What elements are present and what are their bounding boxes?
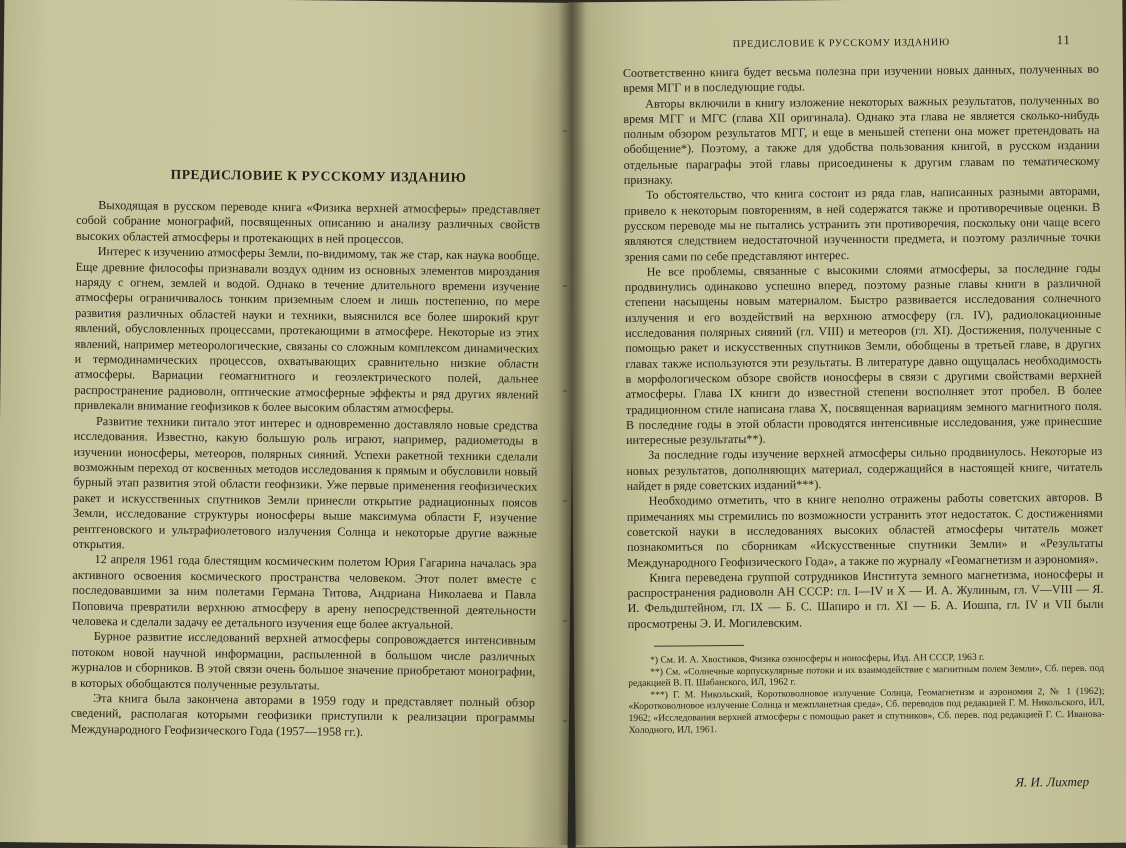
paragraph: То обстоятельство, что книга состоит из ряда глав, написанных разными авторами, привело к некоторым повторениям, в ней содержатся также и противоречивые оценки. В русском переводе мы не пытались устранить эти противоречия, поскольку они чаще всего являются следствием недостаточной изученности предмета, и поэтому различные точки зрения сами по себе представляют интерес.: [624, 184, 1101, 264]
right-page: [568, 0, 1126, 847]
footnote: ***) Г. М. Никольский, Коротковолновое излучение Солнца, Геомагнетизм и аэрономия 2, № 1 (1962); «Коротковолновое излучение Солнца и межпланетная среда», Сб. переводов под редакцией Г. М. Никольского, ИЛ, 1962; «Исследования верхней атмосферы с помощью ракет и спутников», Сб. перев. под редакцией Г. С. Иванова-Холодного, ИЛ, 1961.: [628, 685, 1105, 736]
paragraph: Необходимо отметить, что в книге неполно отражены работы советских авторов. В примечаниях мы стремились по возможности устранить этот недостаток. С достижениями советской науки в исследованиях высоких областей атмосферы читатель может познакомиться по сборникам «Искусственные спутники Земли» и «Результаты Международного Геофизического Года», а также по журналу «Геомагнетизм и аэрономия».: [626, 490, 1104, 570]
page-number: 11: [1056, 32, 1071, 48]
footnote: **) См. «Солнечные корпускулярные потоки и их взаимодействие с магнитным полем Земли», Сб. перев. под редакцией В. П. Шабанского, ИЛ, 1962 г.: [628, 662, 1105, 690]
running-head: [623, 32, 1099, 56]
paragraph: Эта книга была закончена авторами в 1959 году и представляет полный обзор сведений, располагая которыми геофизики приступили к реализации программы Международного Геофизического Года (1957—1958 гг.).: [70, 690, 536, 739]
paragraph: Соответственно книга будет весьма полезна при изучении новых данных, полученных во время МГГ и в последующие годы.: [622, 61, 1099, 96]
paragraph: Развитие техники питало этот интерес и одновременно доставляло новые средства исследования. Известно, какую большую роль играют, например, радиометоды в изучении ионосферы, метеоров, полярных сияний. Успехи ракетной техники сделали возможным переход от косвенных методов исследования к прямым и обусловили новый бурный этап развития этой области геофизики. Уже первые применения геофизических ракет и искусственных спутников Земли принесли открытие радиационных поясов Земли, исследование структуры ионосферы выше максимума области F, изучение рентгеновского и ультрафиолетового излучения Солнца и некоторые другие важные открытия.: [72, 413, 539, 552]
footnotes: [628, 651, 1105, 736]
paragraph: 12 апреля 1961 года блестящим космическим полетом Юрия Гагарина началась эра активного освоения космического пространства человеком. Этот полет вместе с последовавшими за ним полетами Германа Титова, Андриана Николаева и Павла Поповича превратили верхнюю атмосферу в арену непосредственной деятельности человека и сделали задачу ее детального изучения еще более актуальной.: [71, 552, 537, 632]
signature: Я. И. Лихтер: [1015, 773, 1090, 790]
paragraph: За последние годы изучение верхней атмосферы сильно продвинулось. Некоторые из новых результатов, дополняющих материал, содержащийся в настоящей книге, читатель найдет в ряде советских изданий***).: [626, 444, 1103, 493]
paragraph: Интерес к изучению атмосферы Земли, по-видимому, так же стар, как наука вообще. Еще древние философы признавали воздух одним из основных элементов мироздания наряду с огнем, землей и водой. Однако в течение длительного времени изучение атмосферы ограничивалось тонким приземным слоем и лишь постепенно, по мере развития различных областей науки и техники, выяснился все более широкий круг явлений, обусловленных процессами, протекающими в атмосфере. Некоторые из этих явлений, например метеорологические, связаны со сложным комплексом динамических и термодинамических процессов, охватывающих сравнительно низкие области атмосферы. Вариации геомагнитного и геоэлектрического полей, дальнее распространение радиоволн, оптические атмосферные эффекты и ряд других явлений привлекали внимание геофизиков к более высоким областям атмосферы.: [74, 244, 540, 417]
paragraph: Бурное развитие исследований верхней атмосферы сопровождается интенсивным потоком новой научной информации, распыленной в большом числе различных журналов и сборников. В этой связи очень большое значение приобретают монографии, в которых обобщаются полученные результаты.: [71, 629, 536, 692]
left-body: [71, 198, 541, 742]
paragraph: Авторы включили в книгу изложение некоторых важных результатов, полученных во время МГГ и МГС (глава XII оригинала). Однако эта глава не является сколько-нибудь полным обзором результатов МГГ, и еще в меньшей степени она может претендовать на обобщение*). Поэтому, а также для удобства пользования книгой, в русском издании отдельные параграфы этой главы присоединены к другим главам по тематическому признаку.: [623, 92, 1100, 188]
paragraph: Не все проблемы, связанные с высокими слоями атмосферы, за последние годы продвинулись одинаково успешно вперед, поэтому разные главы книги в различной степени насыщены новым материалом. Быстро развивается исследования солнечного излучения и его воздействий на верхнюю атмосферу (гл. IV), радиолокационные исследования полярных сияний (гл. VIII) и метеоров (гл. XI). Достижения, полученные с помощью ракет и искусственных спутников Земли, обобщены в третьей главе, в других главах также используются эти результаты. В литературе давно ощущалась необходимость в морфологическом обзоре свойств ионосферы в связи с другими свойствами верхней атмосферы. Глава IX книги до известной степени восполняет этот пробел. В более традиционном стиле написана глава X, посвященная вариациям земного магнитного поля. В последние годы в этой области проводятся интенсивные исследования, уже принесшие интересные результаты**).: [624, 260, 1103, 448]
paragraph: Выходящая в русском переводе книга «Физика верхней атмосферы» представляет собой собрание монографий, посвященных описанию и анализу различных свойств высоких областей атмосферы и протекающих в ней процессов.: [75, 198, 541, 247]
footnote: *) См. И. А. Хвостиков, Физика озоносферы и ионосферы, Изд. АН СССР, 1963 г.: [650, 651, 985, 666]
spine-stitch-marks: [563, 60, 567, 760]
page-title: ПРЕДИСЛОВИЕ К РУССКОМУ ИЗДАНИЮ: [170, 166, 467, 185]
footnote-rule: [654, 645, 744, 647]
running-head-title: ПРЕДИСЛОВИЕ К РУССКОМУ ИЗДАНИЮ: [732, 37, 951, 51]
paragraph: Книга переведена группой сотрудников Института земного магнетизма, ионосферы и распространения радиоволн АН СССР: гл. I—IV и X — И. А. Жулиным, гл. V—VIII — Я. И. Фельдштейном, гл. IX — Б. С. Шапиро и гл. XI — Б. А. Иошпа, гл. IV и VII были просмотрены Э. И. Могилевским.: [627, 566, 1104, 631]
right-body: [623, 62, 1104, 632]
